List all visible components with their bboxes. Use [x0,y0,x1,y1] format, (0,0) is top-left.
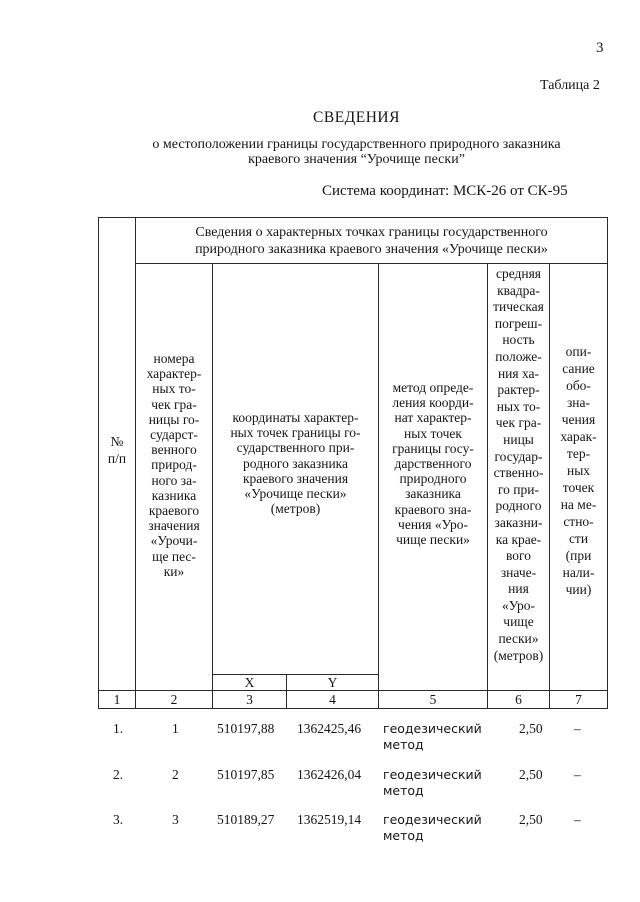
header-line: зна- [566,395,591,410]
header-line: стно- [563,514,594,529]
header-line: государ- [494,448,543,464]
header-line: краевого зна- [394,501,472,517]
row-accuracy: 2,50 [519,721,543,736]
superheader-line1: Сведения о характерных точках границы государственного [195,225,548,240]
header-line: сударственного при- [236,440,355,456]
header-line: чище пески» [396,532,470,548]
header-line: (метров) [493,647,544,663]
header-line: значе- [500,564,537,580]
column-number: 6 [515,692,522,707]
column-number: 2 [170,692,178,707]
column-number: 3 [246,692,253,707]
row-accuracy: 2,50 [519,767,543,782]
header-point-numbers [136,351,212,579]
header-method [379,380,487,547]
table-superheader [136,224,607,258]
row-method-line: геодезический [383,767,482,782]
header-line: краевого [148,503,200,519]
header-line: характер- [146,366,202,382]
header-line: точек [562,480,595,495]
header-line: нат характер- [394,410,472,426]
header-line: ных то- [152,381,196,397]
row-description: – [574,812,581,827]
header-line: квадра- [497,282,540,298]
row-method [383,721,482,753]
header-line: тическая [493,299,544,315]
header-line: обо- [566,378,591,393]
row-method-line: метод [383,828,424,843]
header-line: чии) [565,582,592,597]
header-line: ния [508,581,529,597]
header-line: ных точек границы го- [230,425,361,441]
header-line: тер- [566,446,591,461]
header-num-line: п/п [107,451,127,466]
document-subtitle-line1: о местоположении границы государственного природного заказника [152,137,561,152]
row-description: – [574,721,581,736]
row-point: 1 [172,721,179,736]
header-line: сти [568,531,589,546]
header-line: венного [151,442,197,458]
header-line: родного [495,498,542,514]
header-line: сударст- [150,427,198,443]
row-point: 3 [172,812,179,827]
header-line: «Урочи- [150,533,198,549]
header-line: метод опреде- [392,380,474,395]
grid-line-top [98,217,608,218]
column-number: 4 [329,692,336,707]
header-description [550,343,607,598]
grid-line-superheader-bottom [135,263,608,264]
row-method [383,812,482,844]
row-method-line: геодезический [383,812,482,827]
header-line: номера [153,351,195,366]
header-line: ка крае- [495,531,542,547]
header-line: вого [506,548,531,564]
row-description: – [574,767,581,782]
header-line: ственно- [493,465,544,481]
header-line: ницы го- [148,411,200,427]
header-line: координаты характер- [232,410,359,425]
header-line: природ- [151,457,197,473]
row-number: 1. [113,721,124,736]
header-line: (при [565,548,592,563]
row-x: 510197,88 [217,721,275,736]
grid-line-right [607,217,608,709]
header-line: (метров) [270,501,321,517]
header-line: ность [502,332,535,348]
document-subtitle-line2: краевого значения “Урочище пески” [248,152,465,167]
header-line: дарственного [394,456,472,472]
column-number: 7 [575,692,582,707]
column-number: 5 [429,692,437,707]
header-line: ки» [163,563,185,579]
header-line: заказника [405,486,461,502]
row-method [383,767,482,799]
header-line: нали- [562,565,595,580]
coordinate-system: Система координат: МСК-26 от СК-95 [322,183,568,199]
header-line: ных то- [496,398,541,414]
header-accuracy [488,266,549,664]
header-line: ных точек [404,425,462,441]
row-method-line: метод [383,783,424,798]
header-line: чения «Уро- [398,516,468,532]
header-x: X [244,675,255,690]
header-line: ления коорди- [392,395,474,411]
header-line: границы госу- [392,440,474,456]
header-line: чек гра- [151,396,197,412]
header-line: родного заказника [242,455,349,471]
header-line: положе- [495,348,542,364]
header-y: Y [327,675,338,690]
header-line: ще пес- [152,548,196,564]
header-row-number [99,433,135,467]
row-method-line: геодезический [383,721,482,736]
header-line: значения [148,518,200,534]
header-line: заказни- [494,514,543,530]
header-line: чения [561,412,596,427]
header-line: ных [566,463,591,478]
row-number: 2. [113,767,124,782]
header-line: погреш- [494,315,543,331]
header-line: природного [399,471,467,487]
header-line: краевого значения [242,470,349,486]
header-line: сание [562,361,595,376]
row-x: 510189,27 [217,812,275,827]
header-line: на ме- [560,497,597,512]
header-num-line: № [110,434,124,449]
document-title: СВЕДЕНИЯ [313,109,400,126]
header-line: ного за- [151,472,197,488]
header-line: чек гра- [495,415,542,431]
table-label: Таблица 2 [540,78,600,93]
header-line: харак- [560,429,597,444]
row-method-line: метод [383,737,424,752]
row-point: 2 [172,767,179,782]
header-line: «Урочище пески» [244,486,347,502]
header-line: пески» [498,631,539,647]
row-y: 1362519,14 [297,812,362,827]
header-line: чище [503,614,534,630]
header-line: рактер- [497,382,540,398]
row-accuracy: 2,50 [519,812,543,827]
header-line: ния ха- [497,365,540,381]
header-line: казника [151,487,197,503]
header-line: го при- [497,481,540,497]
page-number: 3 [596,40,604,56]
row-number: 3. [113,812,124,827]
header-line: «Уро- [501,597,536,613]
header-coordinates [213,410,378,516]
row-y: 1362426,04 [297,767,362,782]
row-x: 510197,85 [217,767,275,782]
column-number: 1 [113,692,121,707]
header-line: опи- [565,344,592,359]
header-line: средняя [495,266,542,281]
grid-line-table-bottom [98,708,608,709]
header-line: ницы [503,431,534,447]
superheader-line2: природного заказника краевого значения «Урочище пески» [195,242,548,257]
row-y: 1362425,46 [297,721,362,736]
